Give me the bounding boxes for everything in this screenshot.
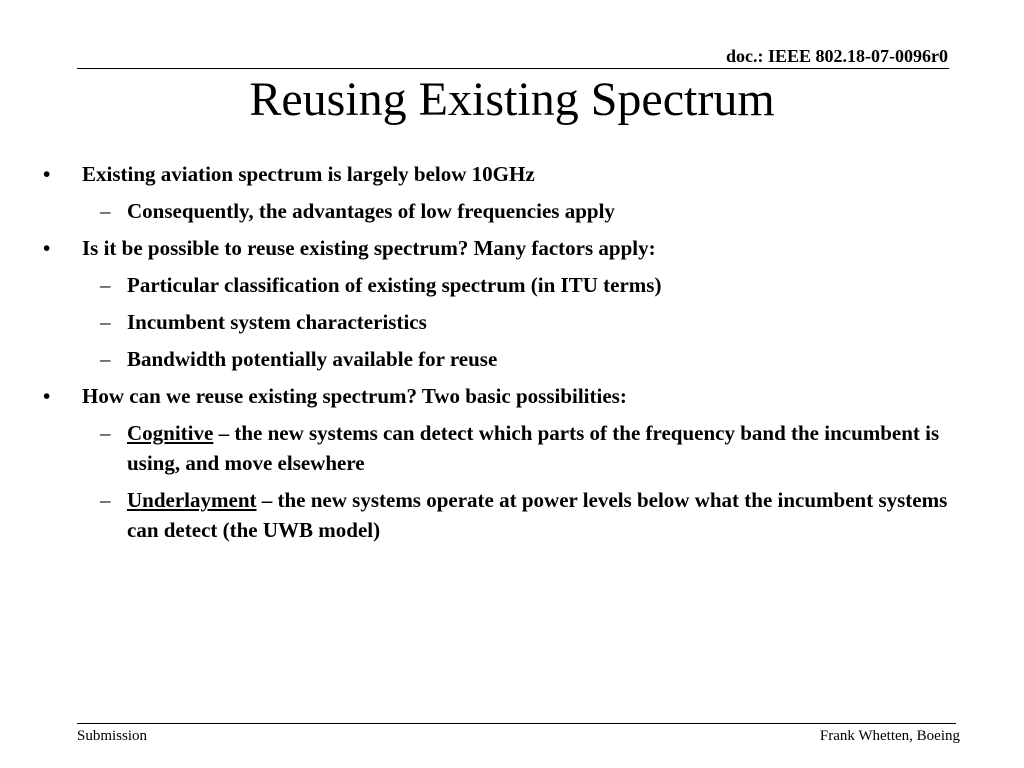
- header-divider: [77, 68, 949, 69]
- sub-bullet-item: [0, 344, 1024, 374]
- bullet-item: [0, 381, 1024, 411]
- sub-bullet-text: Consequently, the advantages of low frequencies apply: [127, 199, 615, 223]
- dash-marker: –: [100, 273, 111, 297]
- dash-marker: –: [100, 199, 111, 223]
- footer-submission: Submission: [77, 728, 148, 744]
- bullet-marker: •: [43, 162, 51, 186]
- term-cognitive: Cognitive: [127, 421, 214, 445]
- sub-bullet-item: [0, 418, 1024, 478]
- dash-marker: –: [100, 310, 111, 334]
- slide-content: [0, 159, 1024, 552]
- bullet-item: [0, 159, 1024, 189]
- bullet-marker: •: [43, 236, 51, 260]
- sub-bullet-text: Particular classification of existing spectrum (in ITU terms): [127, 273, 662, 297]
- document-id: doc.: IEEE 802.18-07-0096r0: [726, 46, 948, 66]
- dash-marker: –: [100, 488, 111, 512]
- bullet-marker: •: [43, 384, 51, 408]
- sub-bullet-item: [0, 307, 1024, 337]
- sub-bullet-text: – the new systems can detect which parts of the frequency band the incumbent is using, and move elsewhere: [127, 421, 940, 475]
- dash-marker: –: [100, 347, 111, 371]
- sub-bullet-text: – the new systems operate at power levels below what the incumbent systems can detect (the UWB model): [127, 488, 948, 542]
- bullet-item: [0, 233, 1024, 263]
- bullet-text: Is it be possible to reuse existing spectrum? Many factors apply:: [82, 236, 656, 260]
- footer-author: Frank Whetten, Boeing: [819, 728, 960, 744]
- term-underlayment: Underlayment: [127, 488, 257, 512]
- sub-bullet-item: [0, 196, 1024, 226]
- footer-divider: [77, 723, 956, 724]
- dash-marker: –: [100, 421, 111, 445]
- slide-title: Reusing Existing Spectrum: [249, 73, 775, 126]
- bullet-text: How can we reuse existing spectrum? Two basic possibilities:: [82, 384, 627, 408]
- sub-bullet-text: Bandwidth potentially available for reuse: [127, 347, 498, 371]
- bullet-text: Existing aviation spectrum is largely below 10GHz: [82, 162, 535, 186]
- sub-bullet-text: Incumbent system characteristics: [127, 310, 427, 334]
- sub-bullet-item: [0, 485, 1024, 545]
- sub-bullet-item: [0, 270, 1024, 300]
